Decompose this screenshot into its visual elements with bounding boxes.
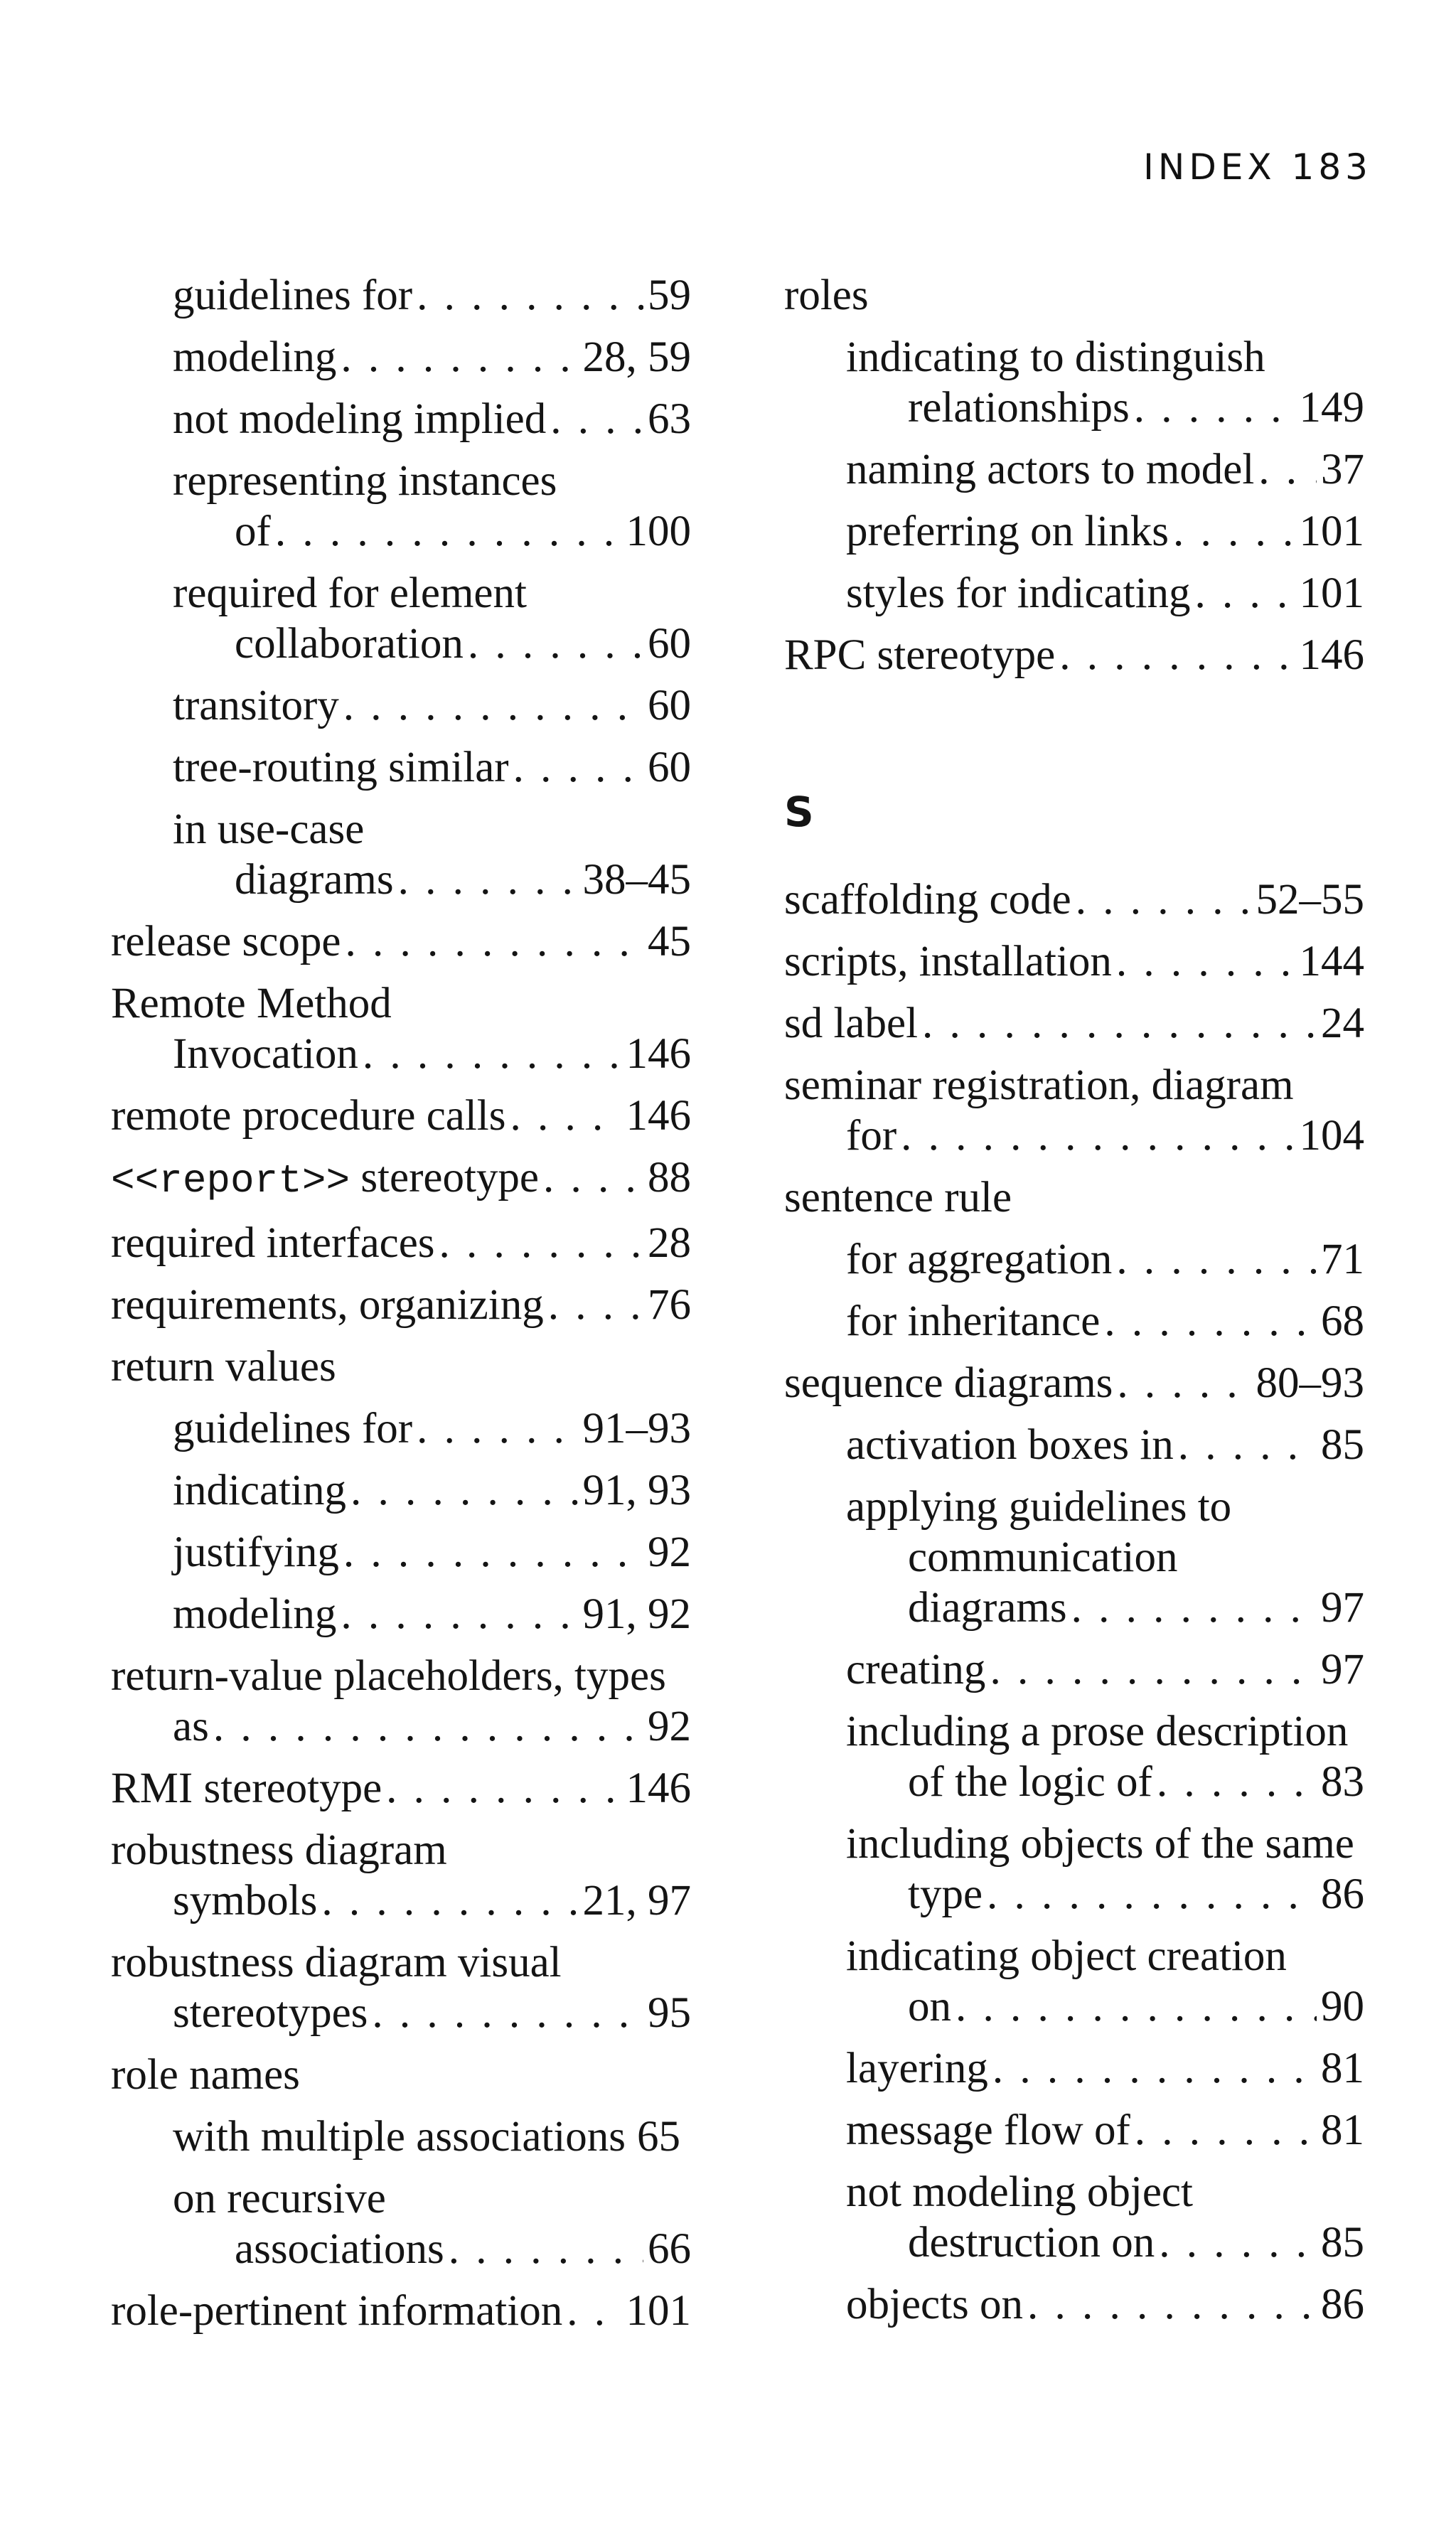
- leader-dots: [1178, 1420, 1317, 1470]
- entry-term: representing instances: [173, 457, 557, 505]
- leader-dots: [990, 1644, 1317, 1695]
- entry-term: creating: [846, 1646, 986, 1693]
- entry-term: return values: [111, 1343, 336, 1391]
- entry-term: scripts, installation: [784, 938, 1112, 985]
- page-ref: 86: [1321, 1870, 1364, 1918]
- index-entry: [111, 1218, 691, 1268]
- index-entry: [111, 1091, 691, 1141]
- leader-dots: [550, 394, 643, 444]
- entry-term: roles: [784, 272, 869, 319]
- index-entry: [846, 2043, 1364, 2094]
- entry-term: not modeling object: [846, 2168, 1193, 2216]
- entry-term: including a prose description: [846, 1708, 1349, 1755]
- leader-dots: [468, 619, 643, 669]
- entry-term: required interfaces: [111, 1219, 435, 1267]
- leader-dots: [386, 1763, 621, 1814]
- index-entry: [846, 2105, 1364, 2156]
- entry-term: objects on: [846, 2281, 1024, 2328]
- index-entry: [111, 1280, 691, 1330]
- page-ref: 146: [626, 1092, 691, 1140]
- entry-term-continued: type: [908, 1870, 983, 1918]
- index-entry: [846, 1819, 1364, 1920]
- entry-term: return-value placeholders, types: [111, 1652, 666, 1700]
- page-ref: 38–45: [582, 856, 691, 904]
- entry-term: applying guidelines to: [846, 1483, 1232, 1531]
- index-entry: [846, 1482, 1364, 1633]
- index-entry: [173, 456, 691, 557]
- page-ref: 97: [1321, 1584, 1364, 1632]
- page-ref: 146: [1299, 631, 1364, 679]
- page-ref: 146: [626, 1030, 691, 1078]
- entry-term: RPC stereotype: [784, 631, 1056, 679]
- entry-term: justifying: [173, 1529, 339, 1576]
- leader-dots: [341, 332, 578, 382]
- leader-dots: [1027, 2279, 1317, 2330]
- entry-term: sequence diagrams: [784, 1359, 1113, 1407]
- entry-term-continued: relationships: [908, 384, 1130, 432]
- index-entry: [784, 270, 1364, 321]
- entry-term: in use-case: [173, 805, 365, 853]
- page-ref: 101: [1299, 508, 1364, 555]
- page-ref: 81: [1321, 2045, 1364, 2092]
- leader-dots: [1258, 444, 1317, 495]
- leader-dots: [341, 1589, 578, 1639]
- page-ref: 92: [648, 1703, 691, 1750]
- entry-term: modeling: [173, 1590, 337, 1638]
- index-entry: [784, 1358, 1364, 1408]
- index-entry: [173, 1403, 691, 1454]
- entry-term-continued: symbols: [173, 1877, 318, 1925]
- leader-dots: [1104, 1296, 1317, 1347]
- page-ref: 90: [1321, 1983, 1364, 2030]
- section-letter: S: [784, 788, 814, 836]
- page-ref: 28, 59: [582, 333, 691, 381]
- entry-term: RMI stereotype: [111, 1765, 382, 1812]
- leader-dots: [343, 680, 643, 731]
- leader-dots: [513, 742, 643, 793]
- entry-term: indicating to distinguish: [846, 333, 1265, 381]
- page-ref: 76: [648, 1281, 691, 1329]
- index-entry: [173, 1465, 691, 1516]
- page-ref: 95: [648, 1989, 691, 2037]
- leader-dots: [543, 1152, 643, 1203]
- entry-term: role names: [111, 2051, 300, 2099]
- index-entry: [173, 568, 691, 669]
- index-entry: [111, 1825, 691, 1926]
- index-entry: [784, 998, 1364, 1049]
- leader-dots: [345, 916, 643, 967]
- index-entry: [111, 2050, 691, 2100]
- entry-term: release scope: [111, 918, 341, 965]
- page-ref: 91, 92: [582, 1590, 691, 1638]
- index-entry: [846, 1234, 1364, 1285]
- entry-term: Remote Method: [111, 980, 392, 1027]
- entry-term-continued: of: [235, 508, 271, 555]
- index-entry: [173, 1589, 691, 1639]
- entry-term: guidelines for: [173, 1405, 413, 1452]
- index-entry: [846, 568, 1364, 619]
- page-ref: 86: [1321, 2281, 1364, 2328]
- entry-term: preferring on links: [846, 508, 1169, 555]
- index-entry: [784, 874, 1364, 925]
- entry-term: transitory: [173, 682, 339, 729]
- page-ref: 59: [648, 272, 691, 319]
- page-ref: 52–55: [1256, 876, 1364, 924]
- entry-term: robustness diagram visual: [111, 1939, 562, 1986]
- entry-term-continued: diagrams: [908, 1584, 1067, 1632]
- index-entry: [846, 2279, 1364, 2330]
- entry-term: not modeling implied: [173, 395, 547, 443]
- leader-dots: [350, 1465, 579, 1516]
- index-entry: [846, 1296, 1364, 1347]
- leader-dots: [1159, 2217, 1317, 2268]
- entry-term: styles for indicating: [846, 569, 1191, 617]
- leader-dots: [1116, 936, 1295, 987]
- page-ref: 101: [1299, 569, 1364, 617]
- entry-term-continued: associations: [235, 2225, 444, 2273]
- entry-term-continued: Invocation: [173, 1030, 358, 1078]
- leader-dots: [363, 1029, 622, 1079]
- page-ref: 85: [1321, 1421, 1364, 1469]
- index-entry: [111, 2286, 691, 2336]
- leader-dots: [449, 2224, 643, 2274]
- leader-dots: [987, 1869, 1317, 1920]
- entry-term: role-pertinent information: [111, 2287, 563, 2335]
- index-entry: [784, 1172, 1364, 1223]
- entry-term: on recursive: [173, 2175, 386, 2222]
- page-ref: 68: [1321, 1297, 1364, 1345]
- page-ref: 92: [648, 1529, 691, 1576]
- index-entry: [784, 1060, 1364, 1161]
- entry-term-continued: communication: [908, 1533, 1178, 1581]
- index-entry: [111, 1763, 691, 1814]
- page-ref: 63: [648, 395, 691, 443]
- index-entry: [111, 978, 691, 1079]
- leader-dots: [922, 998, 1317, 1049]
- page-ref: 146: [626, 1765, 691, 1812]
- leader-dots: [1135, 2105, 1317, 2156]
- index-column-right: [784, 270, 1364, 2341]
- index-entry: [846, 506, 1364, 557]
- entry-term: remote procedure calls: [111, 1092, 506, 1140]
- entry-term: requirements, organizing: [111, 1281, 544, 1329]
- index-entry: [846, 1931, 1364, 2032]
- leader-dots: [548, 1280, 643, 1330]
- code-term: <<report>>: [111, 1158, 350, 1204]
- leader-dots: [1116, 1234, 1317, 1285]
- entry-term: including objects of the same: [846, 1820, 1354, 1868]
- entry-term: naming actors to model: [846, 446, 1255, 493]
- index-column-left: [111, 270, 691, 2348]
- entry-term-continued: for: [846, 1112, 897, 1160]
- entry-term: sentence rule: [784, 1174, 1012, 1221]
- index-entry: [111, 1937, 691, 2038]
- entry-term-continued: of the logic of: [908, 1758, 1152, 1806]
- leader-dots: [1076, 874, 1252, 925]
- leader-dots: [1173, 506, 1295, 557]
- leader-dots: [901, 1110, 1295, 1161]
- entry-term: guidelines for: [173, 272, 413, 319]
- page-ref: 60: [648, 682, 691, 729]
- page-ref: 71: [1321, 1236, 1364, 1283]
- page-ref: 97: [1321, 1646, 1364, 1693]
- page-ref: 85: [1321, 2219, 1364, 2266]
- page-ref: 80–93: [1256, 1359, 1364, 1407]
- leader-dots: [510, 1091, 622, 1141]
- index-entry: [173, 332, 691, 382]
- entry-term-continued: destruction on: [908, 2219, 1155, 2266]
- leader-dots: [567, 2286, 621, 2336]
- index-entry: [173, 1527, 691, 1578]
- entry-term-continued: stereotypes: [173, 1989, 368, 2037]
- leader-dots: [417, 270, 643, 321]
- entry-term: seminar registration, diagram: [784, 1061, 1294, 1109]
- entry-term: layering: [846, 2045, 988, 2092]
- index-entry: [173, 270, 691, 321]
- index-entry: [846, 332, 1364, 433]
- page-ref: 144: [1299, 938, 1364, 985]
- index-entry: [111, 1651, 691, 1752]
- entry-term: for aggregation: [846, 1236, 1113, 1283]
- entry-term: required for element: [173, 569, 527, 617]
- page-ref: 21, 97: [582, 1877, 691, 1925]
- leader-dots: [417, 1403, 578, 1454]
- index-entry: [111, 916, 691, 967]
- leader-dots: [1157, 1757, 1317, 1807]
- leader-dots: [321, 1875, 578, 1926]
- leader-dots: [1117, 1358, 1251, 1408]
- index-entry: [784, 936, 1364, 987]
- page-ref: 24: [1321, 1000, 1364, 1047]
- leader-dots: [213, 1701, 643, 1752]
- index-entry: [846, 2167, 1364, 2268]
- index-entry: [846, 1706, 1364, 1807]
- entry-term: message flow of: [846, 2107, 1130, 2154]
- page-ref: 28: [648, 1219, 691, 1267]
- index-entry: [846, 444, 1364, 495]
- index-entry: [173, 394, 691, 444]
- page-ref: 60: [648, 744, 691, 791]
- leader-dots: [1071, 1583, 1317, 1633]
- leader-dots: [275, 506, 622, 557]
- index-entry: [173, 742, 691, 793]
- entry-term: indicating object creation: [846, 1932, 1287, 1980]
- leader-dots: [372, 1988, 643, 2038]
- page-ref: 65: [637, 2113, 681, 2161]
- leader-dots: [1195, 568, 1295, 619]
- entry-term: indicating: [173, 1467, 346, 1514]
- index-entry: [173, 804, 691, 905]
- index-entry: [173, 2111, 691, 2162]
- page-ref: 66: [648, 2225, 691, 2273]
- page-ref: 88: [648, 1154, 691, 1201]
- leader-dots: [956, 1981, 1317, 2032]
- page-ref: 91–93: [582, 1405, 691, 1452]
- entry-term: modeling: [173, 333, 337, 381]
- page-ref: 60: [648, 620, 691, 668]
- leader-dots: [1059, 630, 1295, 680]
- page-ref: 104: [1299, 1112, 1364, 1160]
- entry-term-continued: diagrams: [235, 856, 394, 904]
- page-ref: 149: [1299, 384, 1364, 432]
- index-entry: [111, 1342, 691, 1392]
- page-ref: 45: [648, 918, 691, 965]
- running-head: INDEX 183: [1143, 146, 1372, 188]
- leader-dots: [398, 855, 579, 905]
- index-entry: [173, 680, 691, 731]
- page-ref: 37: [1321, 446, 1364, 493]
- entry-term: tree-routing similar: [173, 744, 509, 791]
- page-ref: 91, 93: [582, 1467, 691, 1514]
- page-ref: 83: [1321, 1758, 1364, 1806]
- entry-term-continued: on: [908, 1983, 951, 2030]
- entry-term: with multiple associations: [173, 2113, 626, 2161]
- entry-term: sd label: [784, 1000, 919, 1047]
- leader-dots: [1134, 382, 1295, 433]
- entry-term-continued: as: [173, 1703, 209, 1750]
- entry-term: scaffolding code: [784, 876, 1071, 924]
- leader-dots: [343, 1527, 643, 1578]
- entry-term: robustness diagram: [111, 1826, 447, 1874]
- index-entry: [846, 1644, 1364, 1695]
- page-ref: 100: [626, 508, 691, 555]
- page-ref: 81: [1321, 2107, 1364, 2154]
- index-entry: [784, 630, 1364, 680]
- entry-term-continued: collaboration: [235, 620, 464, 668]
- entry-term: for inheritance: [846, 1297, 1101, 1345]
- index-entry: [846, 1420, 1364, 1470]
- index-entry: [111, 1152, 691, 1206]
- index-entry: [173, 2173, 691, 2274]
- entry-term: stereotype: [350, 1154, 539, 1201]
- page-ref: 101: [626, 2287, 691, 2335]
- leader-dots: [992, 2043, 1317, 2094]
- entry-term: activation boxes in: [846, 1421, 1174, 1469]
- leader-dots: [439, 1218, 643, 1268]
